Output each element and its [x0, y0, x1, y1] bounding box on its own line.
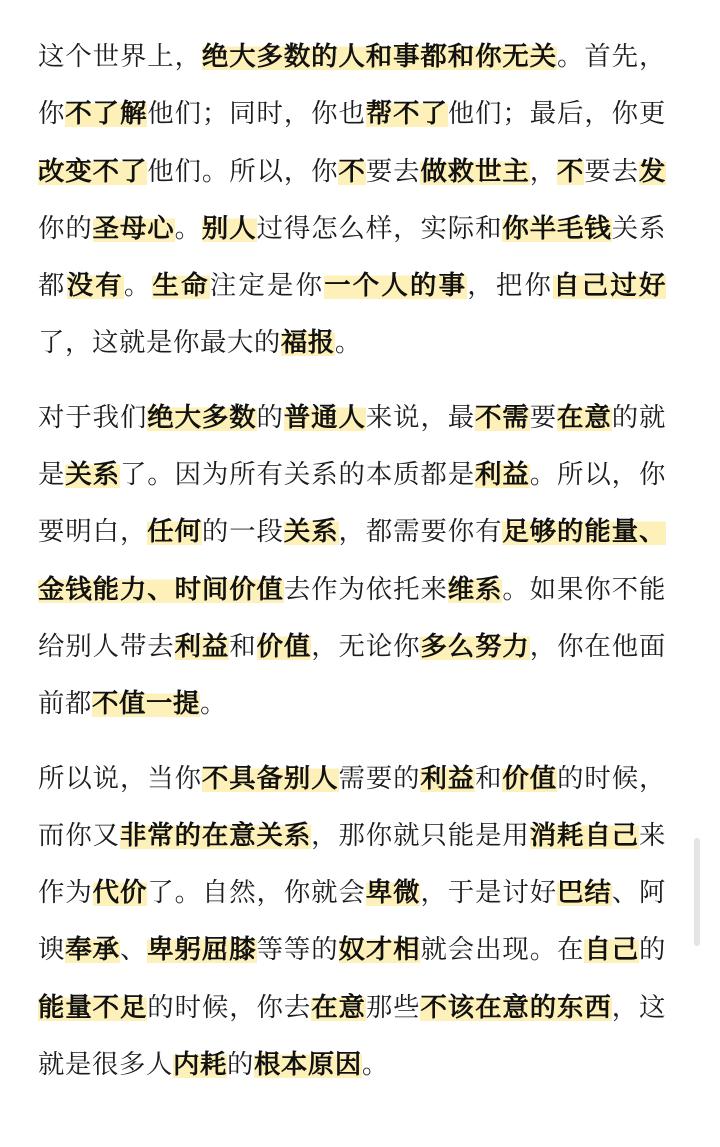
body-text: 的时候，而你又	[38, 762, 667, 851]
highlighted-text: 不具备别人	[201, 762, 339, 794]
highlighted-text: 根本原因	[253, 1049, 362, 1081]
highlighted-text: 不需	[475, 401, 530, 433]
body-text: 他们；最后，你更	[447, 98, 666, 130]
highlighted-text: 价值	[256, 630, 312, 662]
body-text: 要	[529, 401, 558, 433]
highlighted-text: 奴才相	[338, 934, 421, 966]
body-text: 的	[639, 934, 667, 966]
body-text: 这个世界上，	[38, 41, 202, 72]
body-text: 。	[123, 270, 153, 302]
body-text: ，无论你	[311, 630, 421, 662]
body-text: 去作为依托来	[283, 573, 448, 605]
body-text: 过得怎么样，实际和	[256, 212, 503, 244]
highlighted-text: 非常的在意关系	[119, 819, 312, 851]
body-text: ，你在他面前都	[38, 630, 667, 720]
body-text: 。	[361, 1049, 389, 1081]
body-text: ，于是讨好	[420, 877, 558, 909]
body-text: 。如果你不能给别人带去	[38, 573, 666, 662]
article-body	[38, 28, 666, 1093]
highlighted-text: 普通人	[283, 401, 366, 433]
body-text: 的	[256, 401, 284, 433]
highlighted-text: 维系	[447, 573, 503, 605]
body-text: 要去	[365, 155, 421, 187]
highlighted-text: 多么努力	[420, 630, 530, 662]
highlighted-text: 消耗自己	[529, 819, 639, 851]
highlighted-text: 发	[639, 155, 667, 187]
highlighted-text: 绝大多数的人和事都和你无关	[201, 41, 558, 72]
highlighted-text: 关系	[65, 459, 120, 491]
body-text: 就会出现。在	[420, 934, 585, 966]
body-text: 来说，最	[365, 401, 476, 433]
highlighted-text: 不值一提	[91, 688, 200, 720]
body-text: 了。因为所有关系的本质都是	[119, 459, 476, 491]
highlighted-text: 巴结	[557, 877, 612, 909]
body-text: ，这就是很多人	[38, 991, 667, 1081]
highlighted-text: 改变不了	[38, 155, 148, 187]
body-text: 要去	[584, 155, 640, 187]
body-text: 的时候，你去	[147, 991, 312, 1023]
body-text: 。所以，你要明白，	[38, 459, 666, 548]
paragraph	[38, 28, 666, 372]
highlighted-text: 自己过好	[553, 270, 666, 302]
highlighted-text: 卑躬屈膝	[147, 934, 257, 966]
highlighted-text: 在意	[311, 991, 366, 1023]
highlighted-text: 你半毛钱	[502, 212, 612, 244]
highlighted-text: 做救世主	[420, 155, 530, 187]
highlighted-text: 自己	[584, 934, 640, 966]
highlighted-text: 不了解	[65, 98, 148, 130]
body-text: 、	[119, 934, 148, 966]
body-text: 注定是你	[209, 270, 325, 302]
highlighted-text: 没有	[66, 270, 124, 302]
highlighted-text: 任何	[147, 516, 202, 548]
highlighted-text: 生命	[152, 270, 210, 302]
highlighted-text: 不	[338, 155, 366, 187]
body-text: 。首先，你	[38, 41, 666, 130]
highlighted-text: 帮不了	[365, 98, 448, 130]
body-text: 等等的	[256, 934, 339, 966]
body-text: ，都需要你有	[338, 516, 503, 548]
body-text: 你的	[38, 212, 93, 244]
paragraph	[38, 750, 666, 1094]
body-text: 。	[199, 688, 227, 720]
body-text: 来作为	[38, 819, 666, 909]
highlighted-text: 足够的能量、金钱能力、时间价值	[38, 516, 666, 605]
highlighted-text: 能量不足	[38, 991, 148, 1023]
body-text: 。	[174, 212, 202, 244]
body-text: 和	[229, 630, 257, 662]
body-text: 的一段	[201, 516, 284, 548]
highlighted-text: 不	[557, 155, 585, 187]
highlighted-text: 卑微	[365, 877, 421, 909]
highlighted-text: 不该在意的东西	[420, 991, 612, 1023]
body-text: 那些	[365, 991, 421, 1023]
highlighted-text: 一个人的事	[324, 270, 468, 302]
highlighted-text: 代价	[92, 877, 148, 909]
body-text: 所以说，当你	[38, 762, 202, 794]
body-text: 的就是	[38, 401, 666, 491]
body-text: 的	[226, 1049, 254, 1081]
body-text: 和	[475, 762, 503, 794]
highlighted-text: 福报	[280, 327, 335, 359]
highlighted-text: 别人	[201, 212, 257, 244]
body-text: 需要的	[338, 762, 421, 794]
body-text: 了，这就是你最大的	[38, 327, 281, 359]
highlighted-text: 绝大多数	[147, 401, 257, 433]
body-text: 关系都	[38, 212, 667, 302]
highlighted-text: 奉承	[65, 934, 120, 966]
body-text: 。	[334, 327, 362, 359]
highlighted-text: 利益	[174, 630, 230, 662]
highlighted-text: 价值	[502, 762, 558, 794]
body-text: 、阿谀	[38, 877, 667, 966]
body-text: ，那你就只能是用	[311, 819, 530, 851]
highlighted-text: 关系	[283, 516, 339, 548]
highlighted-text: 内耗	[172, 1049, 227, 1081]
body-text: 了。自然，你就会	[147, 877, 366, 909]
scrollbar[interactable]	[694, 838, 700, 946]
highlighted-text: 利益	[420, 762, 476, 794]
highlighted-text: 在意	[557, 401, 612, 433]
body-text: ，	[529, 155, 558, 187]
body-text: 对于我们	[38, 401, 148, 433]
highlighted-text: 利益	[475, 459, 530, 491]
highlighted-text: 圣母心	[92, 212, 175, 244]
body-text: 他们。所以，你	[147, 155, 339, 187]
body-text: 他们；同时，你也	[147, 98, 366, 130]
body-text: ，把你	[467, 270, 554, 302]
paragraph	[38, 389, 666, 733]
